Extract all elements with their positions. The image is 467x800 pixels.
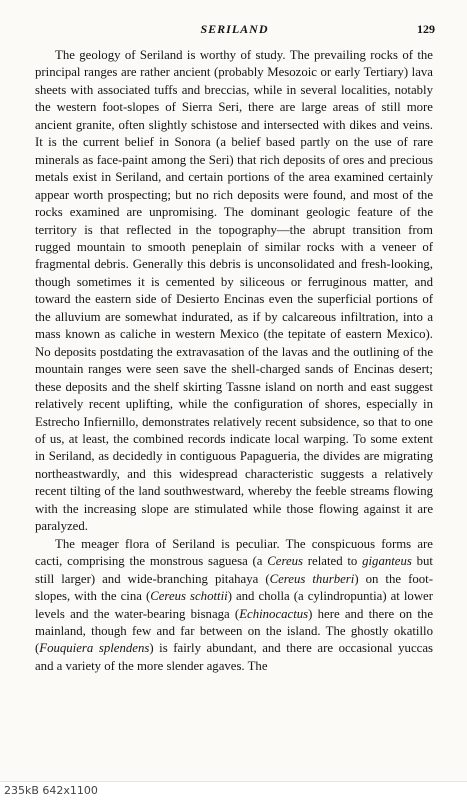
text-run: ) and cholla (a cylindropuntia) at lower levels and the water-bearing bisnaga ( [35, 589, 434, 621]
page-number: 129 [417, 22, 435, 36]
text-run: related to [303, 554, 363, 569]
paragraph [35, 47, 433, 536]
italic-term: Cereus [267, 554, 304, 569]
italic-term: Fouquiera splendens [39, 641, 150, 656]
image-info-bar [0, 781, 467, 800]
body-text [35, 47, 433, 675]
text-run: The geology of Seriland is worthy of study. The prevailing rocks of the principal ranges are rather ancient (probably Mesozoic or early Tertiary) lava sheets with associated tuffs and breccias, while in several localities, notably the western foot-slopes of Sierra Seri, there are large areas of still more ancient granite, often slightly schistose and intersected with dikes and veins. It is the current belief in Sonora (a belief based partly on the use of rare minerals as face-paint among the Seri) that rich deposits of ores and precious metals exist in Seriland, and certain portions of the area examined certainly appear worth prospecting; but no rich deposits were found, and most of the rocks examined are unpromising. The dominant geologic feature of the territory is that reflected in the topography—the abrupt transition from rugged mountain to smooth peneplain of similar rocks with a veneer of fragmental debris. Generally this debris is unconsolidated and fresh-looking, though sometimes it is cemented by siliceous or ferruginous matter, and toward the eastern side of Desierto Encinas even the superficial portions of the alluvium are somewhat indurated, as if by calcareous infiltration, into a mass known as caliche in western Mexico (the tepitate of eastern Mexico). No deposits postdating the extravasation of the lavas and the outlining of the mountain ranges were seen save the shell-charged sands of Encinas desert; these deposits and the shelf skirting Tassne island on north and east suggest relatively recent uplifting, while the configuration of shores, especially in Estrecho Infiernillo, demonstrates relatively recent subsidence, so that to one of us, at least, the combined records indicate local warping. To some extent in Seriland, as decidedly in contiguous Papagueria, the divides are migrating northeastwardly, and this widespread characteristic suggests a relatively recent tilting of the land southwestward, whereby the feeble streams flowing with the increasing slope are stimulated while those flowing against it are paralyzed. [35, 48, 433, 534]
italic-term: giganteus [362, 554, 412, 569]
text-run: ) is fairly abundant, and there are occasional yuccas and a variety of the more slender agaves. The [35, 641, 433, 673]
text-run: The meager flora of Seriland is peculiar. The conspicuous forms are cacti, comprising the monstrous saguesa (a [35, 536, 433, 569]
page-header [34, 22, 435, 38]
paragraph [35, 536, 433, 676]
image-size-label: 235kB 642x1100 [4, 784, 98, 797]
italic-term: Cereus schottii [150, 589, 228, 604]
italic-term: Echinocactus [239, 606, 309, 621]
italic-term: Cereus thurberi [269, 571, 355, 586]
text-run: ) on the foot-slopes, with the cina ( [35, 571, 433, 604]
text-run: but still larger) and wide-branching pitahaya ( [35, 554, 433, 586]
running-head: SERILAND [200, 22, 269, 36]
text-run: ) here and there on the mainland, though few and far between on the island. The ghostly okatillo ( [35, 606, 434, 656]
